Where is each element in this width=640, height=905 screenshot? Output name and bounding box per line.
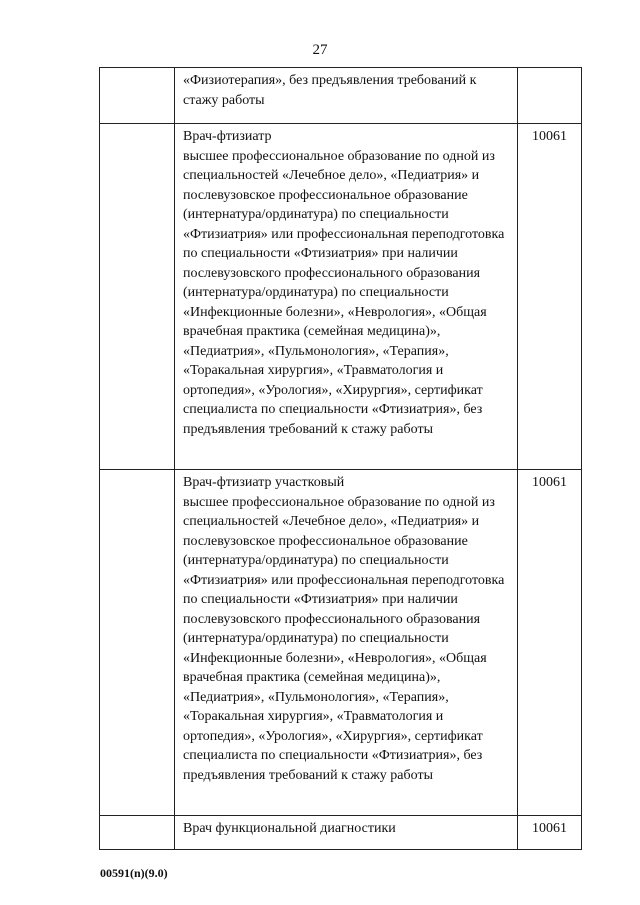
position-title: Врач функциональной диагностики <box>183 821 396 836</box>
group-cell <box>100 470 175 816</box>
requirements-cell <box>175 816 518 850</box>
table-row <box>100 816 582 850</box>
code-cell: 10061 <box>518 470 582 816</box>
group-cell <box>100 816 175 850</box>
code-cell: 10061 <box>518 816 582 850</box>
table-row <box>100 68 582 124</box>
group-cell <box>100 124 175 470</box>
requirements-cell <box>175 124 518 470</box>
group-cell <box>100 68 175 124</box>
table-row <box>100 470 582 816</box>
requirements-text: высшее профессиональное образование по одной из специальностей «Лечебное дело», «Педиатрия» и послевузовское профессиональное образование (интернатура/ординатура) по специальности «Фтизиатрия» или профессиональная переподготовка по специальности «Фтизиатрия» при наличии послевузовского профессионального образования (интернатура/ординатура) по специальности «Инфекционные болезни», «Неврология», «Общая врачебная практика (семейная медицина)», «Педиатрия», «Пульмонология», «Терапия», «Торакальная хирургия», «Травматология и ортопедия», «Урология», «Хирургия», сертификат специалиста по специальности «Фтизиатрия», без предъявления требований к стажу работы <box>183 494 505 783</box>
requirements-cell <box>175 68 518 124</box>
position-title: Врач-фтизиатр участковый <box>183 475 345 490</box>
requirements-text: «Физиотерапия», без предъявления требований к стажу работы <box>183 73 477 108</box>
requirements-cell <box>175 470 518 816</box>
code-cell: 10061 <box>518 124 582 470</box>
table-row <box>100 124 582 470</box>
page-number: 27 <box>312 42 328 58</box>
code-cell <box>518 68 582 124</box>
document-footer-code: 00591(n)(9.0) <box>100 866 168 880</box>
requirements-text: высшее профессиональное образование по одной из специальностей «Лечебное дело», «Педиатрия» и послевузовское профессиональное образование (интернатура/ординатура) по специальности «Фтизиатрия» или профессиональная переподготовка по специальности «Фтизиатрия» при наличии послевузовского профессионального образования (интернатура/ординатура) по специальности «Инфекционные болезни», «Неврология», «Общая врачебная практика (семейная медицина)», «Педиатрия», «Пульмонология», «Терапия», «Торакальная хирургия», «Травматология и ортопедия», «Урология», «Хирургия», сертификат специалиста по специальности «Фтизиатрия», без предъявления требований к стажу работы <box>183 148 505 437</box>
qualification-table <box>99 67 582 850</box>
position-title: Врач-фтизиатр <box>183 129 272 144</box>
